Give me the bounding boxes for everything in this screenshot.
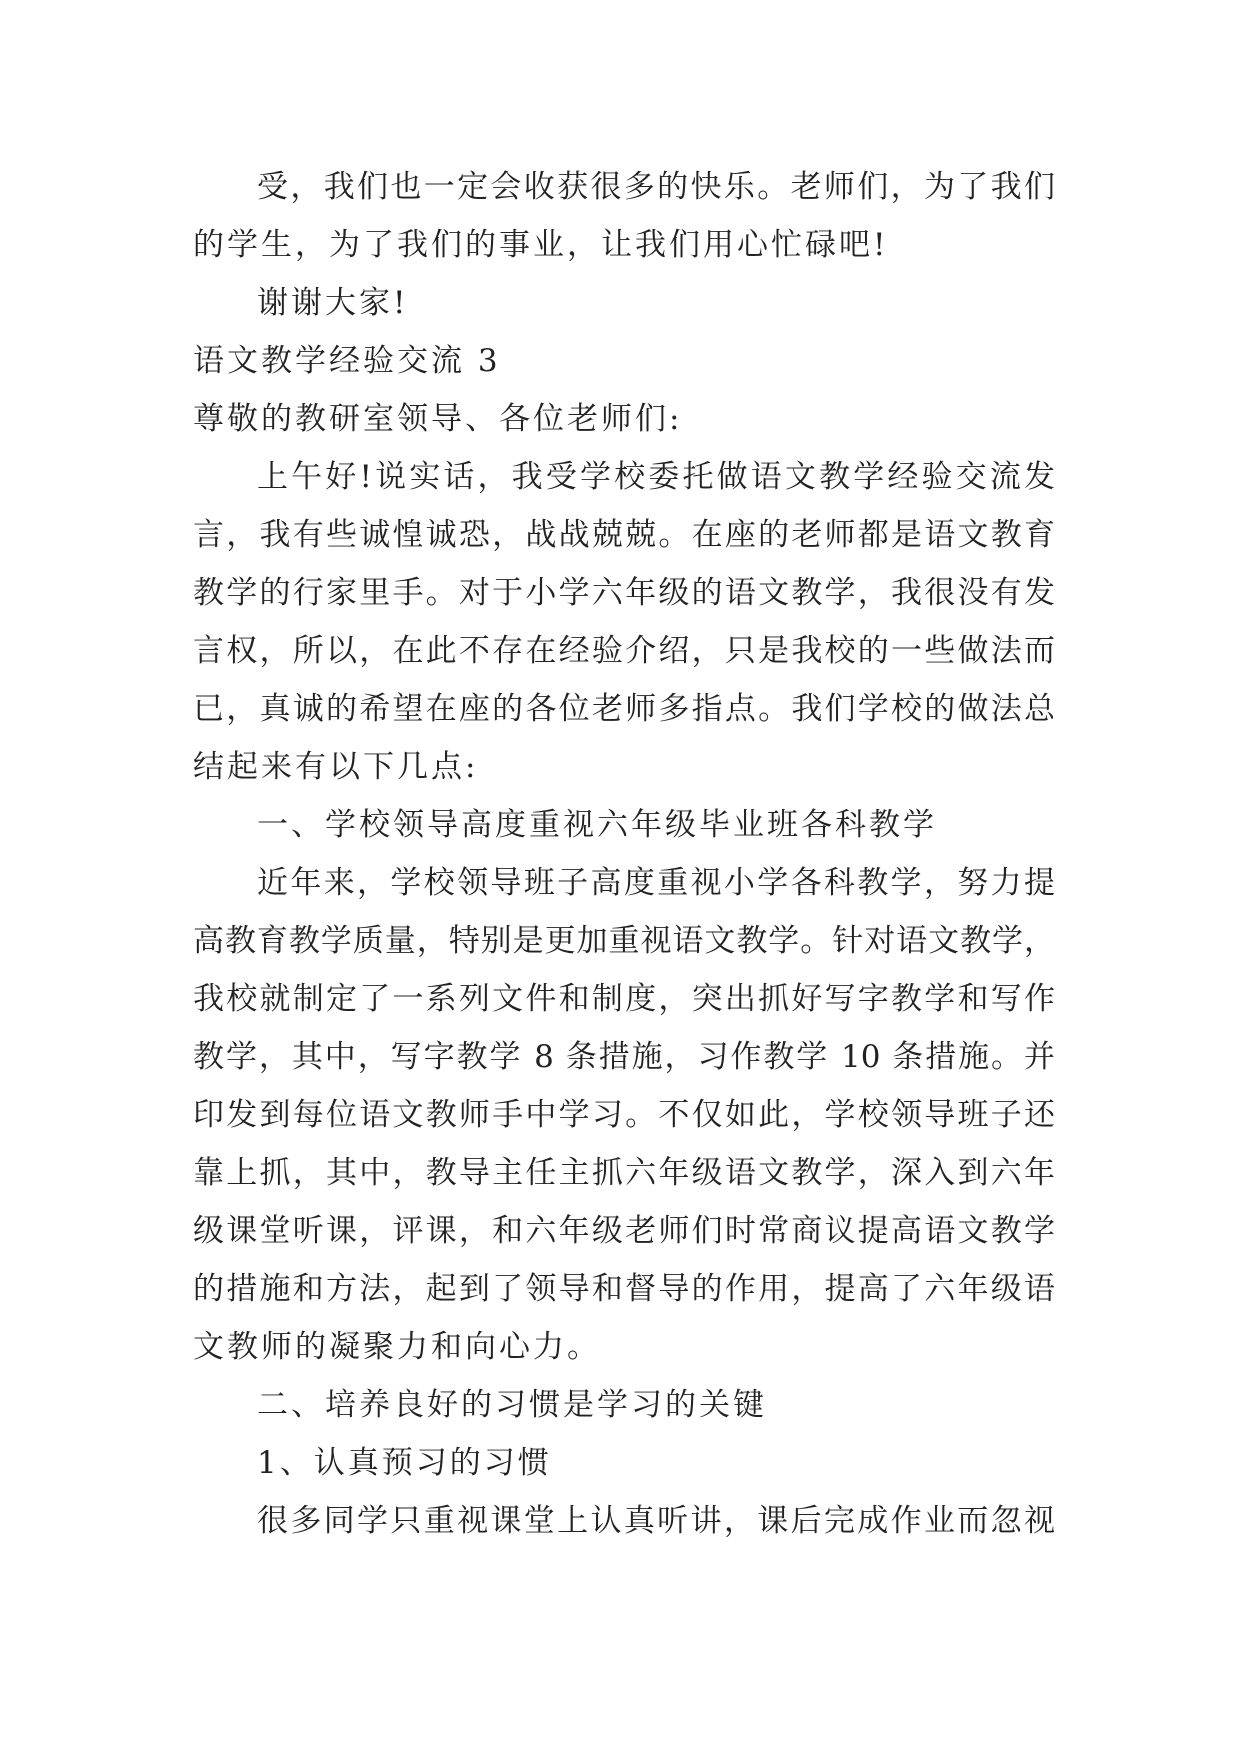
subheading: 一、学校领导高度重视六年级毕业班各科教学 xyxy=(257,807,937,843)
paragraph-line: 结起来有以下几点: xyxy=(193,749,479,785)
paragraph-line: 上午好!说实话，我受学校委托做语文教学经验交流发 xyxy=(257,459,1055,495)
paragraph-line: 我校就制定了一系列文件和制度，突出抓好写字教学和写作 xyxy=(193,981,1055,1017)
paragraph-line: 很多同学只重视课堂上认真听讲，课后完成作业而忽视 xyxy=(257,1503,1055,1539)
paragraph-line: 印发到每位语文教师手中学习。不仅如此，学校领导班子还 xyxy=(193,1097,1055,1133)
paragraph-line: 受，我们也一定会收获很多的快乐。老师们，为了我们 xyxy=(257,169,1055,205)
paragraph-line: 教学的行家里手。对于小学六年级的语文教学，我很没有发 xyxy=(193,575,1055,611)
paragraph-line: 的学生，为了我们的事业，让我们用心忙碌吧! xyxy=(193,227,889,263)
salutation: 尊敬的教研室领导、各位老师们: xyxy=(193,401,683,437)
subheading: 二、培养良好的习惯是学习的关键 xyxy=(257,1387,767,1423)
paragraph-line: 言，我有些诚惶诚恐，战战兢兢。在座的老师都是语文教育 xyxy=(193,517,1055,553)
paragraph-line: 教学，其中，写字教学 8 条措施，习作教学 10 条措施。并 xyxy=(193,1039,1055,1075)
paragraph-line: 言权，所以，在此不存在经验介绍，只是我校的一些做法而 xyxy=(193,633,1055,669)
closing-line: 谢谢大家! xyxy=(257,285,409,321)
subheading: 1、认真预习的习惯 xyxy=(257,1445,552,1481)
paragraph-line: 级课堂听课，评课，和六年级老师们时常商议提高语文教学 xyxy=(193,1213,1055,1249)
paragraph-line: 已，真诚的希望在座的各位老师多指点。我们学校的做法总 xyxy=(193,691,1055,727)
document-page xyxy=(193,158,1055,1550)
paragraph-line: 靠上抓，其中，教导主任主抓六年级语文教学，深入到六年 xyxy=(193,1155,1055,1191)
paragraph-line: 近年来，学校领导班子高度重视小学各科教学，努力提 xyxy=(257,865,1055,901)
section-title: 语文教学经验交流 3 xyxy=(193,343,501,379)
paragraph-line: 文教师的凝聚力和向心力。 xyxy=(193,1329,601,1365)
paragraph-line: 的措施和方法，起到了领导和督导的作用，提高了六年级语 xyxy=(193,1271,1055,1307)
paragraph-line: 高教育教学质量，特别是更加重视语文教学。针对语文教学， xyxy=(193,923,1055,959)
